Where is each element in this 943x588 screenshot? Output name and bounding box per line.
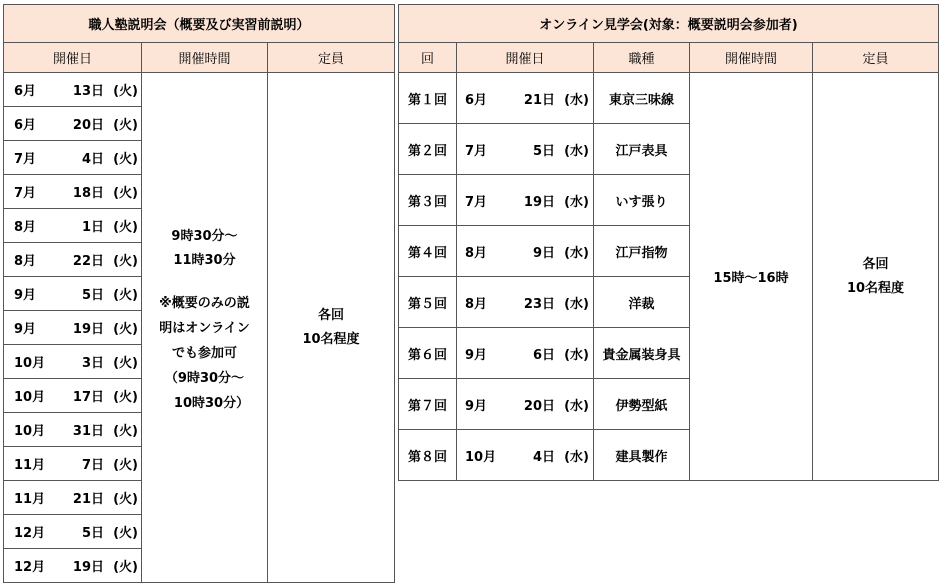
header-time: 開催時間	[690, 43, 813, 73]
session-number: 第８回	[399, 430, 457, 481]
session-number: 第６回	[399, 328, 457, 379]
capacity-line: 10名程度	[846, 280, 905, 296]
session-number: 第５回	[399, 277, 457, 328]
date-weekday: (火)	[113, 152, 138, 167]
date-weekday: (火)	[113, 424, 138, 439]
date-month: 9月	[465, 347, 488, 363]
session-number: 第４回	[399, 226, 457, 277]
date-day: 20日	[523, 398, 555, 414]
date-day: 4日	[81, 152, 104, 167]
date-month: 8月	[465, 245, 488, 261]
seminar-schedule-table	[3, 4, 395, 583]
date-month: 10月	[14, 424, 46, 439]
note-line: 10時30分）	[173, 396, 250, 411]
note-line: でも参加可	[171, 346, 237, 361]
online-tour-table	[398, 4, 939, 481]
date-day: 20日	[72, 118, 104, 133]
header-date: 開催日	[4, 43, 142, 73]
date-day: 7日	[81, 458, 104, 473]
job-type: 江戸指物	[594, 226, 690, 277]
header-session: 回	[399, 43, 457, 73]
date-day: 17日	[72, 390, 104, 405]
date-weekday: (火)	[113, 84, 138, 99]
capacity-cell	[268, 73, 395, 583]
date-cell	[4, 413, 142, 447]
session-number: 第３回	[399, 175, 457, 226]
date-cell	[4, 277, 142, 311]
job-type: 洋裁	[594, 277, 690, 328]
date-month: 9月	[14, 288, 37, 303]
time-cell: 15時～16時	[690, 73, 813, 481]
date-month: 12月	[14, 560, 46, 575]
header-capacity: 定員	[813, 43, 939, 73]
job-type: 建具製作	[594, 430, 690, 481]
date-day: 5日	[532, 143, 555, 159]
date-day: 22日	[72, 254, 104, 269]
date-day: 3日	[81, 356, 104, 371]
date-cell	[4, 209, 142, 243]
date-month: 6月	[14, 118, 37, 133]
date-weekday: (水)	[564, 92, 589, 108]
date-weekday: (水)	[564, 143, 589, 159]
date-weekday: (火)	[113, 220, 138, 235]
date-cell	[457, 277, 594, 328]
date-cell	[4, 73, 142, 107]
date-cell	[4, 549, 142, 583]
date-month: 9月	[465, 398, 488, 414]
header-job: 職種	[594, 43, 690, 73]
date-cell	[4, 243, 142, 277]
date-cell	[457, 430, 594, 481]
date-weekday: (水)	[564, 245, 589, 261]
time-note	[142, 291, 267, 416]
job-type: 伊勢型紙	[594, 379, 690, 430]
date-cell	[4, 481, 142, 515]
date-weekday: (火)	[113, 492, 138, 507]
date-cell	[4, 515, 142, 549]
note-line: 明はオンライン	[159, 321, 250, 336]
date-weekday: (火)	[113, 322, 138, 337]
table-row	[4, 73, 395, 107]
time-cell	[142, 73, 268, 583]
job-type: いす張り	[594, 175, 690, 226]
date-month: 11月	[14, 458, 46, 473]
date-day: 19日	[72, 322, 104, 337]
session-number: 第１回	[399, 73, 457, 124]
date-weekday: (火)	[113, 186, 138, 201]
note-line: ※概要のみの説	[159, 296, 250, 311]
capacity-line: 10名程度	[302, 331, 360, 347]
date-weekday: (水)	[564, 194, 589, 210]
header-date: 開催日	[457, 43, 594, 73]
seminar-table-title: 職人塾説明会（概要及び実習前説明）	[4, 5, 395, 43]
date-month: 7月	[465, 143, 488, 159]
date-month: 7月	[14, 186, 37, 201]
date-weekday: (水)	[564, 347, 589, 363]
date-cell	[457, 379, 594, 430]
date-month: 12月	[14, 526, 46, 541]
job-type: 東京三味線	[594, 73, 690, 124]
date-month: 11月	[14, 492, 46, 507]
date-day: 23日	[523, 296, 555, 312]
date-cell	[457, 175, 594, 226]
capacity-line: 各回	[317, 307, 344, 323]
time-main	[142, 225, 267, 273]
date-month: 7月	[465, 194, 488, 210]
header-time: 開催時間	[142, 43, 268, 73]
date-weekday: (火)	[113, 390, 138, 405]
date-cell	[4, 107, 142, 141]
date-day: 6日	[532, 347, 555, 363]
date-weekday: (火)	[113, 526, 138, 541]
date-day: 18日	[72, 186, 104, 201]
date-cell	[457, 73, 594, 124]
job-type: 江戸表具	[594, 124, 690, 175]
date-cell	[4, 175, 142, 209]
date-day: 5日	[81, 526, 104, 541]
date-cell	[457, 226, 594, 277]
date-weekday: (火)	[113, 356, 138, 371]
date-cell	[4, 345, 142, 379]
date-cell	[4, 379, 142, 413]
session-number: 第７回	[399, 379, 457, 430]
date-month: 9月	[14, 322, 37, 337]
date-month: 6月	[14, 84, 37, 99]
date-weekday: (火)	[113, 254, 138, 269]
online-tour-table-title: オンライン見学会(対象：概要説明会参加者)	[399, 5, 939, 43]
date-day: 19日	[72, 560, 104, 575]
capacity-line: 各回	[862, 256, 889, 272]
date-day: 5日	[81, 288, 104, 303]
table-row	[399, 73, 939, 124]
date-month: 8月	[14, 254, 37, 269]
date-day: 1日	[81, 220, 104, 235]
date-weekday: (火)	[113, 458, 138, 473]
capacity-cell	[813, 73, 939, 481]
date-day: 9日	[532, 245, 555, 261]
date-day: 4日	[532, 449, 555, 465]
date-cell	[457, 124, 594, 175]
date-weekday: (水)	[564, 296, 589, 312]
note-line: （9時30分～	[164, 371, 245, 386]
job-type: 貴金属装身具	[594, 328, 690, 379]
date-weekday: (火)	[113, 288, 138, 303]
date-cell	[4, 311, 142, 345]
date-weekday: (水)	[564, 449, 589, 465]
date-month: 10月	[14, 390, 46, 405]
header-capacity: 定員	[268, 43, 395, 73]
date-weekday: (火)	[113, 118, 138, 133]
date-month: 8月	[14, 220, 37, 235]
time-line: 11時30分	[173, 253, 236, 268]
date-month: 7月	[14, 152, 37, 167]
date-weekday: (火)	[113, 560, 138, 575]
date-day: 31日	[72, 424, 104, 439]
date-cell	[457, 328, 594, 379]
date-cell	[4, 447, 142, 481]
session-number: 第２回	[399, 124, 457, 175]
date-day: 13日	[72, 84, 104, 99]
date-month: 10月	[14, 356, 46, 371]
date-day: 21日	[523, 92, 555, 108]
date-month: 10月	[465, 449, 497, 465]
date-day: 21日	[72, 492, 104, 507]
date-month: 6月	[465, 92, 488, 108]
date-cell	[4, 141, 142, 175]
time-line: 9時30分～	[171, 229, 238, 244]
date-weekday: (水)	[564, 398, 589, 414]
date-month: 8月	[465, 296, 488, 312]
date-day: 19日	[523, 194, 555, 210]
